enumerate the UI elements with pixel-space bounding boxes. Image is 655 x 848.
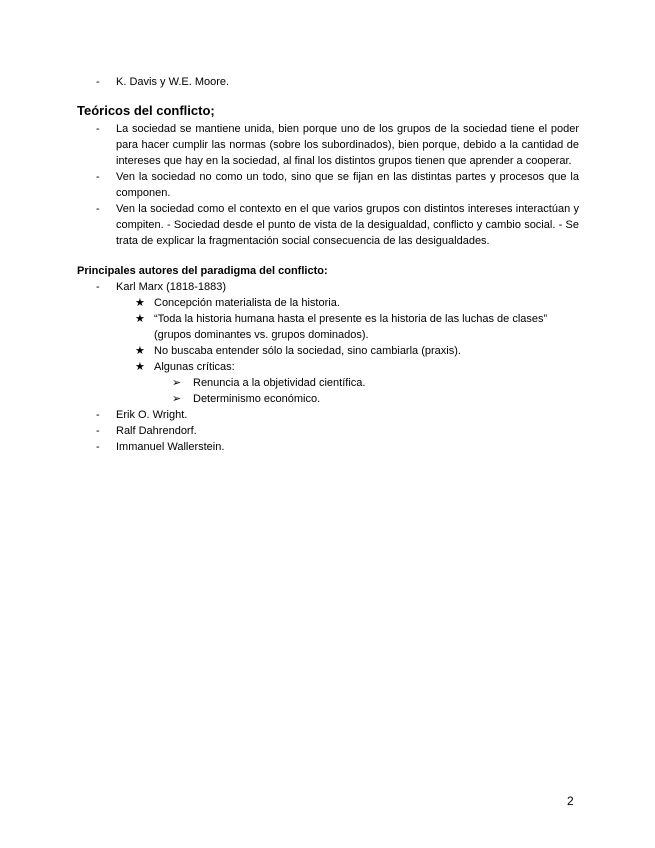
star-icon: ★: [135, 361, 145, 373]
list-item-text: Erik O. Wright.: [116, 409, 188, 421]
dash-bullet: -: [96, 123, 100, 135]
list-item-text: Immanuel Wallerstein.: [116, 441, 225, 453]
dash-bullet: -: [96, 171, 100, 183]
list-item: [77, 423, 579, 439]
dash-bullet: -: [96, 281, 100, 293]
dash-bullet: -: [96, 409, 100, 421]
sub-sub-list-item: [77, 391, 579, 407]
list-item-text: Ralf Dahrendorf.: [116, 425, 197, 437]
list-item: [77, 279, 579, 295]
list-item-text: Ven la sociedad no como un todo, sino que se fijan en las distintas partes y procesos que la componen.: [116, 171, 579, 199]
arrow-icon: ➢: [172, 377, 182, 389]
star-icon: ★: [135, 313, 145, 325]
dash-bullet: -: [96, 441, 100, 453]
page-number: 2: [567, 794, 574, 808]
dash-bullet: -: [96, 425, 100, 437]
section-heading-main-authors: Principales autores del paradigma del conflicto:: [77, 265, 328, 277]
list-item-text: La sociedad se mantiene unida, bien porque uno de los grupos de la sociedad tiene el poder para hacer cumplir las normas (sobre los subordinados), bien porque, debido a la cantidad de intereses que hay en la sociedad, al final los distintos grupos tienen que aprender a cooperar.: [116, 123, 579, 167]
list-item-text: Ven la sociedad como el contexto en el que varios grupos con distintos intereses interactúan y compiten. - Sociedad desde el punto de vista de la desigualdad, conflicto y cambio social. - Se trata de explicar la fragmentación social consecuencia de las desigualdades.: [116, 203, 579, 247]
star-icon: ★: [135, 345, 145, 357]
page-content: [77, 74, 579, 455]
sub-list-item: [77, 311, 579, 343]
sub-sub-list-item: [77, 375, 579, 391]
list-item: [77, 439, 579, 455]
sub-sub-list-item-text: Determinismo económico.: [193, 393, 321, 405]
dash-bullet: -: [96, 203, 100, 215]
sub-list-item: [77, 359, 579, 375]
star-icon: ★: [135, 297, 145, 309]
dash-bullet: -: [96, 76, 100, 88]
list-item: [77, 121, 579, 169]
list-item: [77, 169, 579, 201]
list-item: [77, 74, 579, 90]
section-heading-conflict-theorists: Teóricos del conflicto;: [77, 103, 215, 118]
sub-sub-list-item-text: Renuncia a la objetividad científica.: [193, 377, 366, 389]
arrow-icon: ➢: [172, 393, 182, 405]
list-item-text: K. Davis y W.E. Moore.: [116, 76, 230, 88]
sub-list-item-text: “Toda la historia humana hasta el presente es la historia de las luchas de clases” (grupos dominantes vs. grupos dominados).: [154, 313, 548, 341]
sub-list-item-text: No buscaba entender sólo la sociedad, sino cambiarla (praxis).: [154, 345, 461, 357]
sub-list-item-text: Concepción materialista de la historia.: [154, 297, 340, 309]
list-item: [77, 201, 579, 249]
sub-list-item: [77, 343, 579, 359]
list-item-text: Karl Marx (1818-1883): [116, 281, 227, 293]
sub-list-item: [77, 295, 579, 311]
sub-list-item-text: Algunas críticas:: [154, 361, 235, 373]
list-item: [77, 407, 579, 423]
